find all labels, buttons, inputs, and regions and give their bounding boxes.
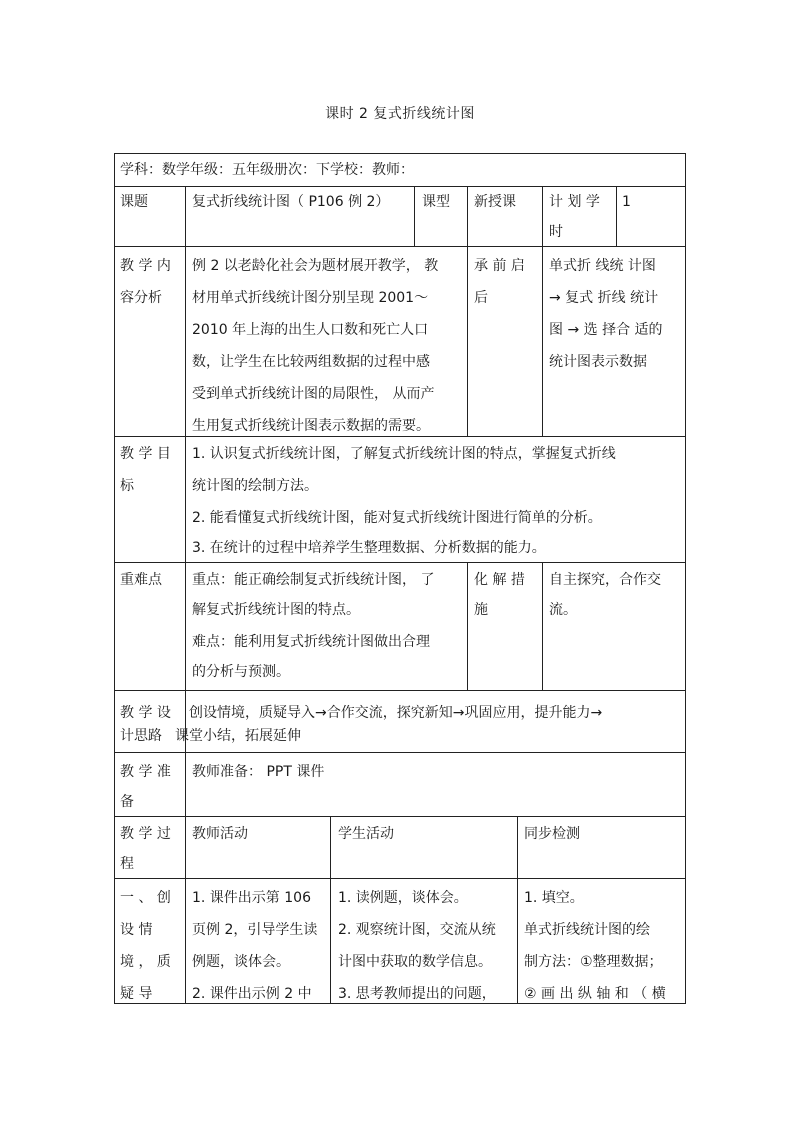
process-label-2: 程 [120, 856, 134, 872]
topic-label: 课题 [120, 194, 148, 210]
table-col-divider [517, 816, 518, 1004]
analysis-line: 生用复式折线统计图表示数据的需要。 [192, 418, 430, 434]
keypoints-line: 难点：能利用复式折线统计图做出合理 [192, 634, 430, 650]
prep-label: 教 学 准 [120, 764, 171, 780]
check-line: 1. 填空。 [524, 890, 584, 906]
context-line: 单式折 线统 计图 [549, 258, 656, 274]
table-col-divider [542, 246, 543, 436]
check-line: ② 画 出 纵 轴 和 （ 横 [524, 986, 666, 1002]
analysis-line: 2010 年上海的出生人口数和死亡人口 [192, 322, 429, 338]
sync-check-header: 同步检测 [524, 826, 580, 842]
design-line: 课堂小结，拓展延伸 [175, 728, 301, 744]
analysis-line: 受到单式折线统计图的局限性， 从而产 [192, 386, 435, 402]
design-label: 教 学 设 [120, 705, 171, 721]
analysis-line: 材用单式折线统计图分别呈现 2001～ [192, 290, 429, 306]
planned-hours-value: 1 [622, 194, 631, 210]
design-line: 创设情境，质疑导入→合作交流，探究新知→巩固应用，提升能力→ [189, 705, 603, 721]
table-col-divider [467, 246, 468, 436]
process-label: 教 学 过 [120, 826, 171, 842]
prep-value: 教师准备： PPT 课件 [192, 764, 325, 780]
context-line: 图 → 选 择合 适的 [549, 322, 663, 338]
step1-label-line: 疑 导 [120, 986, 153, 1002]
resolution-line: 自主探究，合作交 [549, 572, 661, 588]
context-label: 承 前 启 [474, 258, 525, 274]
student-line: 计图中获取的数学信息。 [338, 954, 492, 970]
table-col-divider [542, 562, 543, 690]
teacher-line: 例题，谈体会。 [192, 954, 290, 970]
context-line: 统计图表示数据 [549, 354, 647, 370]
step1-label-line: 一 、 创 [120, 890, 171, 906]
keypoints-line: 重点：能正确绘制复式折线统计图， 了 [192, 572, 435, 588]
step1-label-line: 设 情 [120, 922, 153, 938]
resolution-label: 化 解 措 [474, 572, 525, 588]
analysis-line: 例 2 以老龄化社会为题材展开教学， 教 [192, 258, 439, 274]
student-line: 1. 读例题，谈体会。 [338, 890, 468, 906]
lesson-type-label: 课型 [422, 194, 450, 210]
table-col-divider [414, 186, 415, 246]
table-row-divider [114, 878, 686, 879]
table-row-divider [114, 816, 686, 817]
keypoints-line: 解复式折线统计图的特点。 [192, 602, 360, 618]
keypoints-label: 重难点 [120, 572, 162, 588]
keypoints-line: 的分析与预测。 [192, 664, 290, 680]
table-row-divider [114, 690, 686, 691]
table-col-divider [542, 186, 543, 246]
table-col-divider [185, 186, 186, 1004]
planned-hours-label: 计 划 学 [549, 194, 600, 210]
goals-label-2: 标 [120, 478, 134, 494]
table-row-divider [114, 246, 686, 247]
header-info: 学科：数学年级：五年级册次：下学校：教师： [120, 162, 414, 178]
teacher-line: 2. 课件出示例 2 中 [192, 986, 312, 1002]
planned-hours-label-2: 时 [549, 224, 563, 240]
student-line: 2. 观察统计图，交流从统 [338, 922, 496, 938]
step1-label-line: 境 ， 质 [120, 954, 171, 970]
table-col-divider [467, 562, 468, 690]
goal-line: 2. 能看懂复式折线统计图，能对复式折线统计图进行简单的分析。 [192, 510, 602, 526]
analysis-label: 教 学 内 [120, 258, 171, 274]
goals-label: 教 学 目 [120, 446, 171, 462]
resolution-label-2: 施 [474, 602, 488, 618]
topic-value: 复式折线统计图（ P106 例 2） [192, 194, 390, 210]
table-border-right [685, 153, 686, 1004]
context-label-2: 后 [474, 290, 488, 306]
table-col-divider [467, 186, 468, 246]
table-col-divider [330, 816, 331, 1004]
table-border-left [114, 153, 115, 1004]
teacher-line: 页例 2，引导学生读 [192, 922, 318, 938]
context-line: → 复式 折线 统计 [549, 290, 659, 306]
table-row-divider [114, 752, 686, 753]
goal-line: 统计图的绘制方法。 [192, 478, 318, 494]
goal-line: 3. 在统计的过程中培养学生整理数据、分析数据的能力。 [192, 540, 546, 556]
check-line: 制方法：①整理数据； [524, 954, 663, 970]
page-title: 课时 2 复式折线统计图 [325, 106, 475, 122]
check-line: 单式折线统计图的绘 [524, 922, 650, 938]
prep-label-2: 备 [120, 794, 134, 810]
teacher-line: 1. 课件出示第 106 [192, 890, 311, 906]
lesson-type-value: 新授课 [474, 194, 516, 210]
student-activity-header: 学生活动 [338, 826, 394, 842]
analysis-label-2: 容分析 [120, 290, 162, 306]
teacher-activity-header: 教师活动 [192, 826, 248, 842]
analysis-line: 数，让学生在比较两组数据的过程中感 [192, 354, 430, 370]
student-line: 3. 思考教师提出的问题， [338, 986, 496, 1002]
resolution-line: 流。 [549, 602, 577, 618]
goal-line: 1. 认识复式折线统计图，了解复式折线统计图的特点，掌握复式折线 [192, 446, 616, 462]
table-col-divider [616, 186, 617, 246]
design-label-2: 计思路 [120, 728, 162, 744]
